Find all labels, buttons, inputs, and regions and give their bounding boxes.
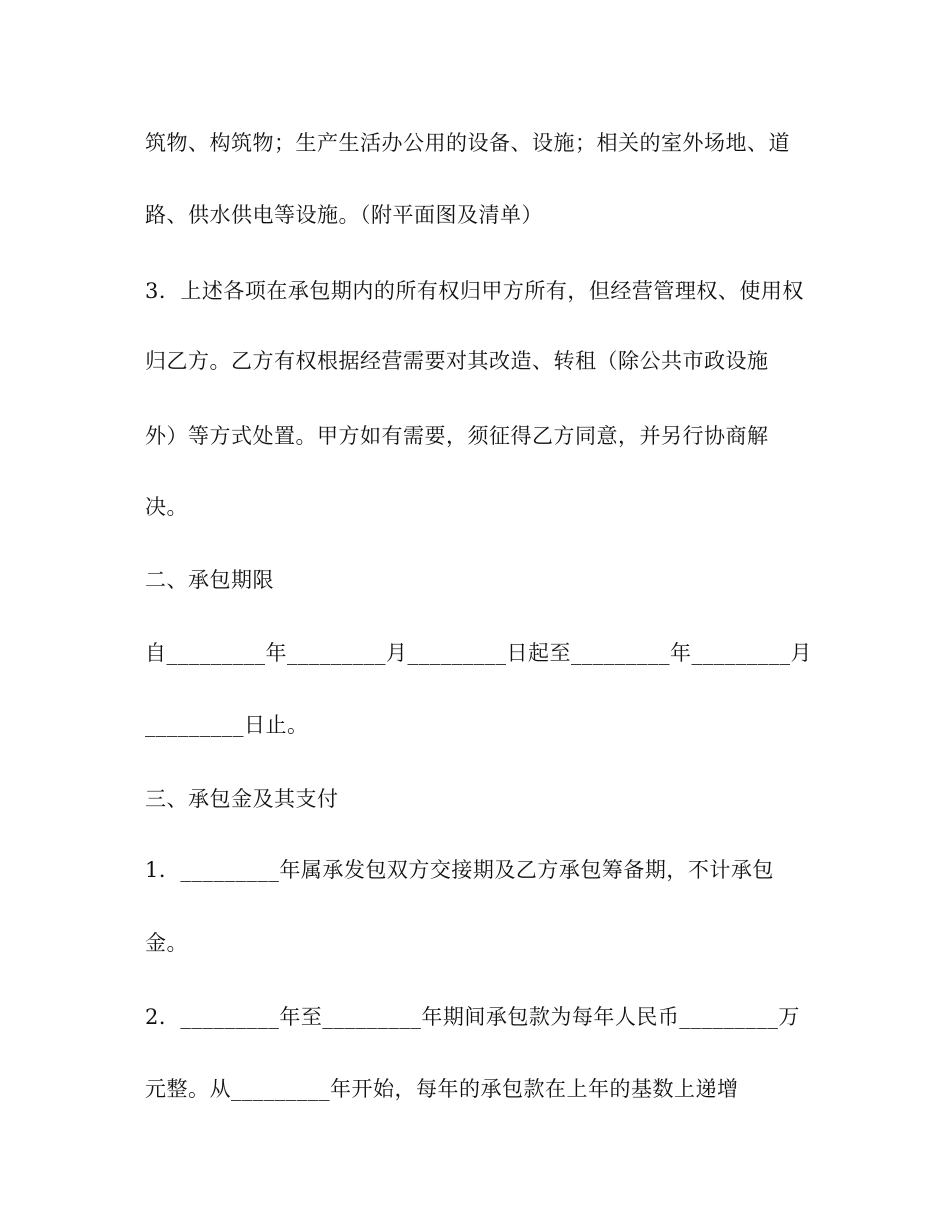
text-line: 路、供水供电等设施。（附平面图及清单）	[145, 203, 543, 227]
text-line: 1．_________年属承发包双方交接期及乙方承包筹备期，不计承包	[145, 858, 774, 882]
text-line: 归乙方。乙方有权根据经营需要对其改造、转租（除公共市政设施	[145, 349, 769, 373]
section-heading: 二、承包期限	[145, 568, 274, 592]
section-heading: 三、承包金及其支付	[145, 787, 339, 811]
text-line: 筑物、构筑物；生产生活办公用的设备、设施；相关的室外场地、道	[145, 131, 790, 155]
text-line: 3．上述各项在承包期内的所有权归甲方所有，但经营管理权、使用权	[145, 279, 804, 303]
text-line: 2．_________年至_________年期间承包款为每年人民币_________万	[145, 1005, 800, 1029]
text-line: 金。	[145, 931, 188, 955]
text-line: 外）等方式处置。甲方如有需要，须征得乙方同意，并另行协商解	[145, 424, 769, 448]
text-line: 元整。从_________年开始，每年的承包款在上年的基数上递增	[145, 1077, 739, 1101]
text-line: 自_________年_________月_________日起至_________年_________月	[145, 641, 812, 665]
text-line: 决。	[145, 495, 188, 519]
text-line: _________日止。	[145, 713, 309, 737]
